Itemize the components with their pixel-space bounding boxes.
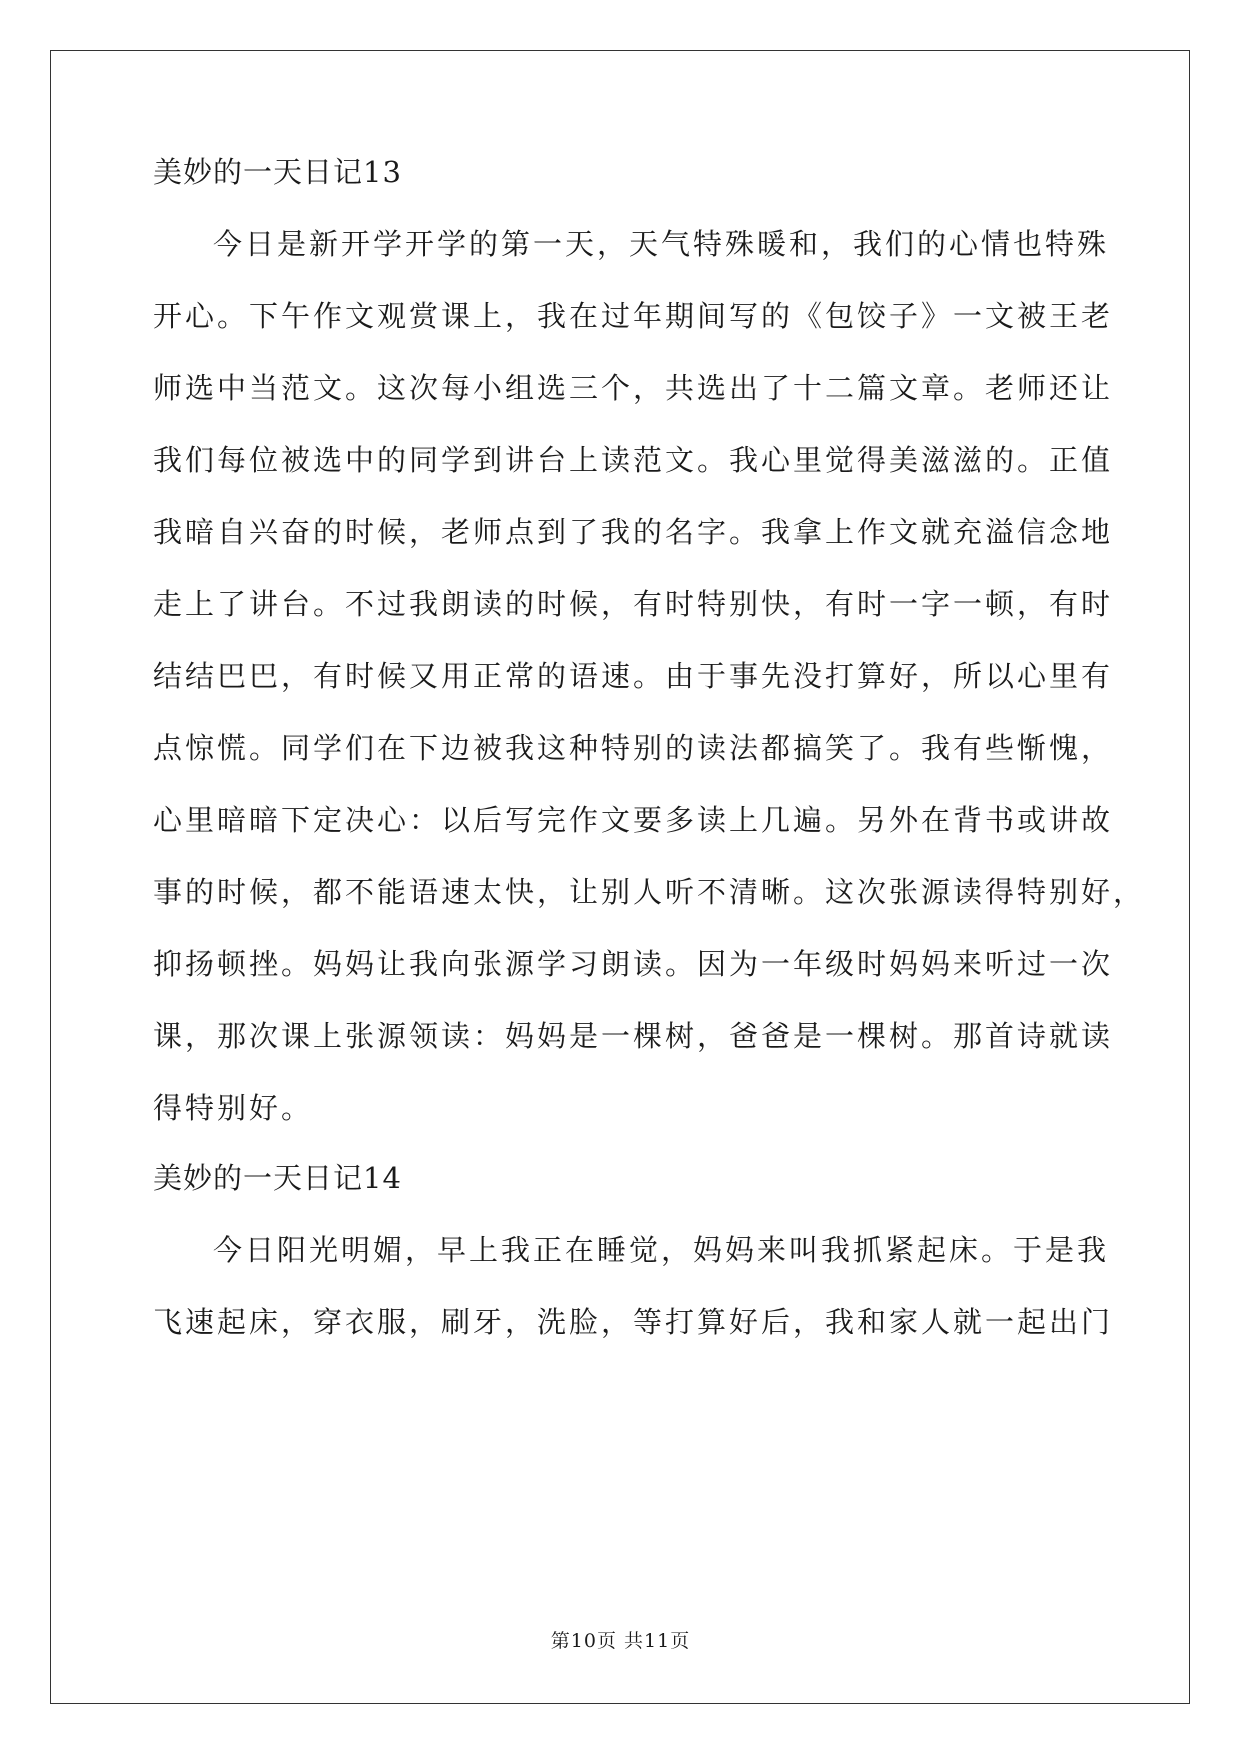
paragraph-line: 我们每位被选中的同学到讲台上读范文。我心里觉得美滋滋的。正值: [153, 443, 1114, 477]
paragraph-line: 今日阳光明媚，早上我正在睡觉，妈妈来叫我抓紧起床。于是我: [213, 1233, 1110, 1267]
paragraph-line: 开心。下午作文观赏课上，我在过年期间写的《包饺子》一文被王老: [153, 299, 1114, 333]
paragraph-line: 今日是新开学开学的第一天，天气特殊暖和，我们的心情也特殊: [213, 227, 1110, 261]
paragraph-line: 抑扬顿挫。妈妈让我向张源学习朗读。因为一年级时妈妈来听过一次: [153, 947, 1114, 981]
paragraph-line: 点惊慌。同学们在下边被我这种特别的读法都搞笑了。我有些惭愧，: [153, 731, 1114, 765]
paragraph-line: 结结巴巴，有时候又用正常的语速。由于事先没打算好，所以心里有: [153, 659, 1114, 693]
paragraph-line: 心里暗暗下定决心：以后写完作文要多读上几遍。另外在背书或讲故: [153, 803, 1114, 837]
paragraph-line: 我暗自兴奋的时候，老师点到了我的名字。我拿上作文就充溢信念地: [153, 515, 1114, 549]
page-number-footer: 第10页 共11页: [550, 1630, 691, 1652]
paragraph-line: 得特别好。: [153, 1091, 314, 1125]
section-title: 美妙的一天日记14: [153, 1161, 402, 1195]
paragraph-line: 师选中当范文。这次每小组选三个，共选出了十二篇文章。老师还让: [153, 371, 1114, 405]
section-title: 美妙的一天日记13: [153, 155, 402, 189]
paragraph-line: 课，那次课上张源领读：妈妈是一棵树，爸爸是一棵树。那首诗就读: [153, 1019, 1114, 1053]
paragraph-line: 飞速起床，穿衣服，刷牙，洗脸，等打算好后，我和家人就一起出门: [153, 1305, 1114, 1339]
paragraph-line: 走上了讲台。不过我朗读的时候，有时特别快，有时一字一顿，有时: [153, 587, 1114, 621]
paragraph-line: 事的时候，都不能语速太快，让别人听不清晰。这次张源读得特别好，: [153, 875, 1146, 909]
